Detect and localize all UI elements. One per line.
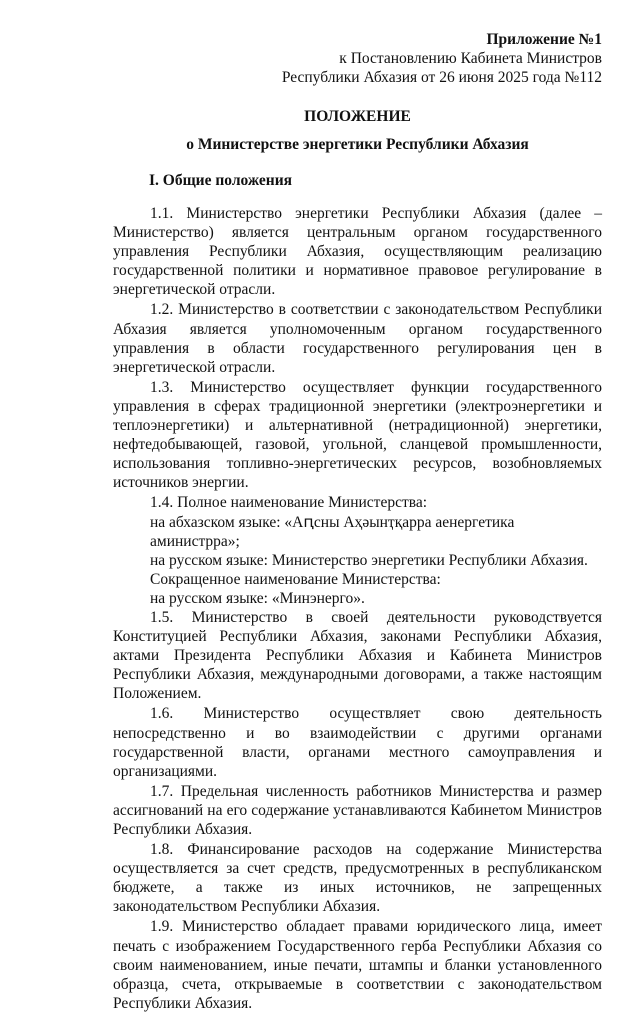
paragraph-1-7: 1.7. Предельная численность работников Министерства и размер ассигнований на его содержание устанавливаются Кабинетом Министров Республики Абхазия.: [113, 782, 602, 838]
short-name-heading: Сокращенное наименование Министерства:: [150, 570, 441, 588]
document-title: ПОЛОЖЕНИЕ: [304, 108, 411, 125]
short-name-russian-line: на русском языке: «Минэнерго».: [150, 589, 365, 607]
paragraph-1-4: 1.4. Полное наименование Министерства:: [150, 494, 428, 512]
document-body: [113, 204, 602, 1013]
section-heading: I. Общие положения: [149, 172, 293, 189]
appendix-line-1: к Постановлению Кабинета Министров: [339, 50, 602, 67]
paragraph-1-8: 1.8. Финансирование расходов на содержание Министерства осуществляется за счет средств, предусмотренных в республиканском бюджете, а также из иных источников, не запрещенных законодательством Республики Абхазия.: [113, 841, 602, 916]
paragraph-1-5: 1.5. Министерство в своей деятельности руководствуется Конституцией Республики Абхазия, законами Республики Абхазия, актами Президента Республики Абхазия и Кабинета Министров Республики Абхазия, международными договорами, а также настоящим Положением.: [113, 608, 602, 703]
paragraph-1-1: 1.1. Министерство энергетики Республики Абхазия (далее – Министерство) является центральным органом государственного управления Республики Абхазия, осуществляющим реализацию государственной политики и нормативное правовое регулирование в энергетической отрасли.: [113, 205, 602, 299]
paragraph-1-2: 1.2. Министерство в соответствии с законодательством Республики Абхазия является уполномоченным органом государственного управления в области государственного регулирования цен в энергетической отрасли.: [113, 301, 602, 376]
appendix-line-2: Республики Абхазия от 26 июня 2025 года №112: [281, 69, 602, 86]
name-russian-line: на русском языке: Министерство энергетики Республики Абхазия.: [150, 551, 588, 569]
appendix-title: Приложение №1: [486, 31, 602, 48]
appendix-header: [113, 30, 602, 87]
paragraph-1-9: 1.9. Министерство обладает правами юридического лица, имеет печать с изображением Государственного герба Республики Абхазия со своим наименованием, иные печати, штампы и бланки установленного образца, счета, открываемые в соответствии с законодательством Республики Абхазия.: [113, 918, 602, 1012]
document-subtitle: о Министерстве энергетики Республики Абхазия: [186, 136, 529, 153]
name-abkhaz-line: на абхазском языке: «Аԥсны Аҳәынҭқарра аенергетика аминистрра»;: [150, 513, 515, 550]
paragraph-1-6: 1.6. Министерство осуществляет свою деятельность непосредственно и во взаимодействии с другими органами государственной власти, органами местного самоуправления и организациями.: [113, 705, 602, 780]
paragraph-1-3: 1.3. Министерство осуществляет функции государственного управления в сферах традиционной энергетики (электроэнергетики и теплоэнергетики) и альтернативной (нетрадиционной) энергетики, нефтедобывающей, газовой, угольной, сланцевой промышленности, использования топливно-энергетических ресурсов, возобновляемых источников энергии.: [113, 378, 602, 492]
